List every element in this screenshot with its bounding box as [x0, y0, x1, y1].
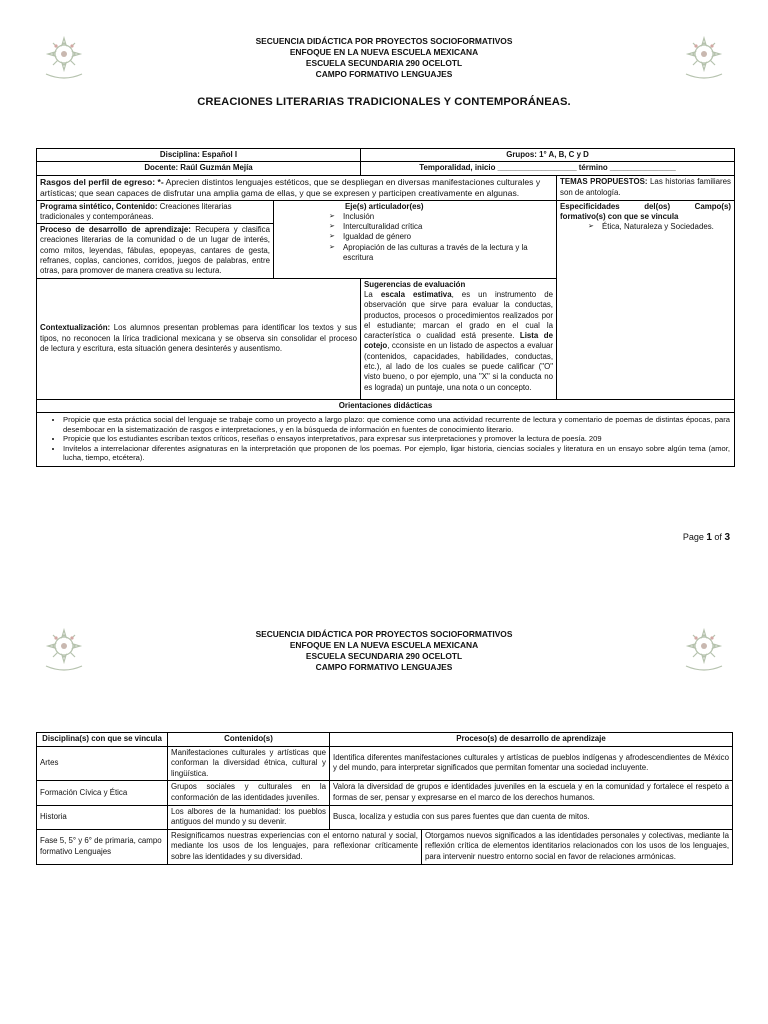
- sugerencias-text-c: , es un instrumento de observación que sirve para evaluar la conductas, productos, procesos o procedimientos realizados por el estudiante; marcan el grado en el cual la característica o cualidad está presente.: [364, 289, 554, 341]
- orientaciones-list: [41, 415, 730, 463]
- header-line-2: ENFOQUE EN LA NUEVA ESCUELA MEXICANA: [289, 640, 479, 650]
- orientacion-item: • Propicie que esta práctica social del lenguaje se trabaje como un proyecto a largo plazo: que comience como una actividad recurrente de lectura y comentario de poemas de distintas épocas, para desembocar en la sistematización de rasgos e interpretaciones, y en la búsqueda de información en fuentes de conocimiento literario.: [63, 415, 730, 434]
- programa-sintetico: [37, 201, 273, 225]
- header-line-1: SECUENCIA DIDÁCTICA POR PROYECTOS SOCIOFORMATIVOS: [255, 629, 513, 639]
- grupos-cell: Grupos: 1° A, B, C y D: [361, 149, 735, 162]
- row-disciplina: Historia: [37, 805, 168, 829]
- ejes-list: [277, 212, 553, 263]
- table-row: [37, 781, 733, 805]
- page-2: [0, 580, 768, 1024]
- page-total: 3: [724, 532, 730, 543]
- row-proceso: Otorgamos nuevos significados a las identidades personales y colectivas, mediante la reflexión crítica de elementos identitarios relacionados con los usos de los lenguajes, para intervenir nuestro entorno social en favor de relaciones armónicas.: [422, 829, 733, 864]
- document-header: [0, 36, 768, 80]
- perfil-egreso-label: Rasgos del perfil de egreso:: [40, 176, 156, 187]
- row-proceso: Identifica diferentes manifestaciones culturales y artísticas de pueblos indígenas y afrodescendientes de México y del mundo, para interpretar significados que permitan fomentar una sociedad incluyente.: [330, 746, 733, 781]
- especificidad-item: ➢ Ética, Naturaleza y Sociedades.: [586, 222, 731, 232]
- table-row: [37, 829, 733, 864]
- row-contenido: Grupos sociales y culturales en la conformación de las identidades juveniles.: [168, 781, 330, 805]
- temas-propuestos-label: TEMAS PROPUESTOS:: [560, 177, 648, 187]
- page-current: 1: [706, 532, 712, 543]
- perfil-egreso-marker: *-: [155, 176, 164, 187]
- proceso-desarrollo: [37, 224, 273, 277]
- escala-estimativa-term: escala estimativa: [380, 289, 452, 299]
- row-disciplina: Artes: [37, 746, 168, 781]
- sequence-table: [36, 148, 735, 467]
- contextualizacion-label: Contextualización:: [40, 323, 111, 333]
- table-row: [37, 805, 733, 829]
- sugerencias-text-e: , cconsiste en un listado de aspectos a evaluar (contenidos, capacidades, habilidades, conductas, etc.), al lado de los cuales se puede calificar ("O" visto bueno, o por ejemplo, una "X" si la conducta no es lograda) un puntaje, una nota o un concepto.: [364, 341, 554, 392]
- programa-text: Creaciones literarias tradicionales y contemporáneas.: [40, 201, 232, 221]
- programa-label: Programa sintético, Contenido:: [40, 201, 158, 211]
- header-line-3: ESCUELA SECUNDARIA 290 OCELOTL: [305, 651, 463, 661]
- page-prefix: Page: [682, 532, 707, 542]
- disciplina-cell: Disciplina: Español I: [37, 149, 361, 162]
- row-contenido: Resignificamos nuestras experiencias con el entorno natural y social, mediante los usos de los lenguajes, para reflexionar críticamente sobre las identidades y su diversidad.: [168, 829, 422, 864]
- sugerencias-evaluacion-cell: [361, 278, 557, 399]
- eje-item: ➢ Interculturalidad crítica: [327, 222, 553, 232]
- row-contenido: Manifestaciones culturales y artísticas que conforman la diversidad étnica, cultural y lingüística.: [168, 746, 330, 781]
- contextualizacion-text: Los alumnos presentan problemas para identificar los textos y sus tipos, no reconocen la lírica tradicional mexicana y se observa sin consolidar el proceso de lectura y escritura, esta situación genera desinterés y ausentismo.: [40, 323, 358, 353]
- orientaciones-header: Orientaciones didácticas: [37, 399, 735, 412]
- perfil-egreso-text: Aprecien distintos lenguajes estéticos, que se despliegan en diversas manifestaciones culturales y artísticas; que sean capaces de disfrutar una amplia gama de ellas, y que se expresen y participen creativamente en algunas.: [40, 176, 541, 198]
- contextualizacion-cell: [37, 278, 361, 399]
- eje-item: ➢ Igualdad de género: [327, 232, 553, 242]
- header-procesos: Proceso(s) de desarrollo de aprendizaje: [330, 733, 733, 747]
- orientacion-item: • Propicie que los estudiantes escriban textos críticos, reseñas o ensayos interpretativos, para expresar sus interpretaciones y promover la lectura de poesía. 209: [63, 434, 730, 444]
- programa-proceso-cell: [37, 200, 274, 278]
- header-line-1: SECUENCIA DIDÁCTICA POR PROYECTOS SOCIOFORMATIVOS: [255, 36, 513, 46]
- sugerencias-label: Sugerencias de evaluación: [364, 279, 466, 289]
- row-disciplina: Formación Cívica y Ética: [37, 781, 168, 805]
- sugerencias-text: [364, 290, 553, 393]
- eje-item: ➢ Inclusión: [327, 212, 553, 222]
- orientacion-item: • Invítelos a interrelacionar diferentes asignaturas en la interpretación que proponen de los poemas. Por ejemplo, ligar historia, ciencias sociales y literatura en un ensayo sobre algún tema (amor, lucha, tiempo, etcétera).: [63, 444, 730, 463]
- proceso-text: Recupera y clasifica creaciones literarias de la comunidad o de un lugar de interés, como mitos, leyendas, fábulas, epopeyas, cantares de gesta, refranes, coplas, canciones, corridos, juegos de palabras, entre otras, para promover de manera creativa su lectura.: [40, 225, 270, 276]
- orientaciones-cell: [37, 412, 735, 466]
- ejes-label: Eje(s) articulador(es): [345, 201, 424, 211]
- especificidades-label: Especificidades del(os) Campo(s) formativo(s) con que se vincula: [560, 201, 732, 221]
- ejes-articuladores-cell: [274, 200, 557, 278]
- vinculacion-table: [36, 732, 733, 865]
- temas-propuestos-cell: [557, 175, 735, 200]
- temporalidad-cell: Temporalidad, inicio __________________ término _______________: [361, 162, 735, 175]
- page-number: [683, 532, 730, 543]
- row-contenido: Los albores de la humanidad: los pueblos antiguos del mundo y su devenir.: [168, 805, 330, 829]
- proceso-label: Proceso de desarrollo de aprendizaje:: [40, 225, 191, 235]
- docente-cell: Docente: Raúl Guzmán Mejía: [37, 162, 361, 175]
- lista-cotejo-term: Lista de cotejo: [364, 331, 554, 351]
- especificidades-list: [560, 222, 731, 232]
- table-row: [37, 746, 733, 781]
- header-contenidos: Contenido(s): [168, 733, 330, 747]
- row-proceso: Valora la diversidad de grupos e identidades juveniles en la escuela y en la comunidad y fortalece el respeto a formas de ser, pensar y expresarse en el marco de los derechos humanos.: [330, 781, 733, 805]
- document-header: [0, 629, 768, 673]
- document-title: CREACIONES LITERARIAS TRADICIONALES Y CONTEMPORÁNEAS.: [197, 96, 571, 108]
- sugerencias-text-a: La: [364, 289, 381, 299]
- header-line-4: CAMPO FORMATIVO LENGUAJES: [315, 69, 453, 79]
- row-proceso: Busca, localiza y estudia con sus pares fuentes que dan cuenta de mitos.: [330, 805, 733, 829]
- especificidades-cell: [557, 200, 735, 399]
- temas-propuestos-text: Las historias familiares son de antología.: [560, 177, 732, 197]
- header-line-2: ENFOQUE EN LA NUEVA ESCUELA MEXICANA: [289, 47, 479, 57]
- page-of: of: [711, 532, 725, 542]
- header-disciplinas: Disciplina(s) con que se vincula: [37, 733, 168, 747]
- eje-item: ➢ Apropiación de las culturas a través de la lectura y la escritura: [327, 243, 553, 264]
- header-line-3: ESCUELA SECUNDARIA 290 OCELOTL: [305, 58, 463, 68]
- header-line-4: CAMPO FORMATIVO LENGUAJES: [315, 662, 453, 672]
- row-disciplina: Fase 5, 5° y 6° de primaria, campo formativo Lenguajes: [37, 829, 168, 864]
- perfil-egreso-cell: [37, 175, 557, 200]
